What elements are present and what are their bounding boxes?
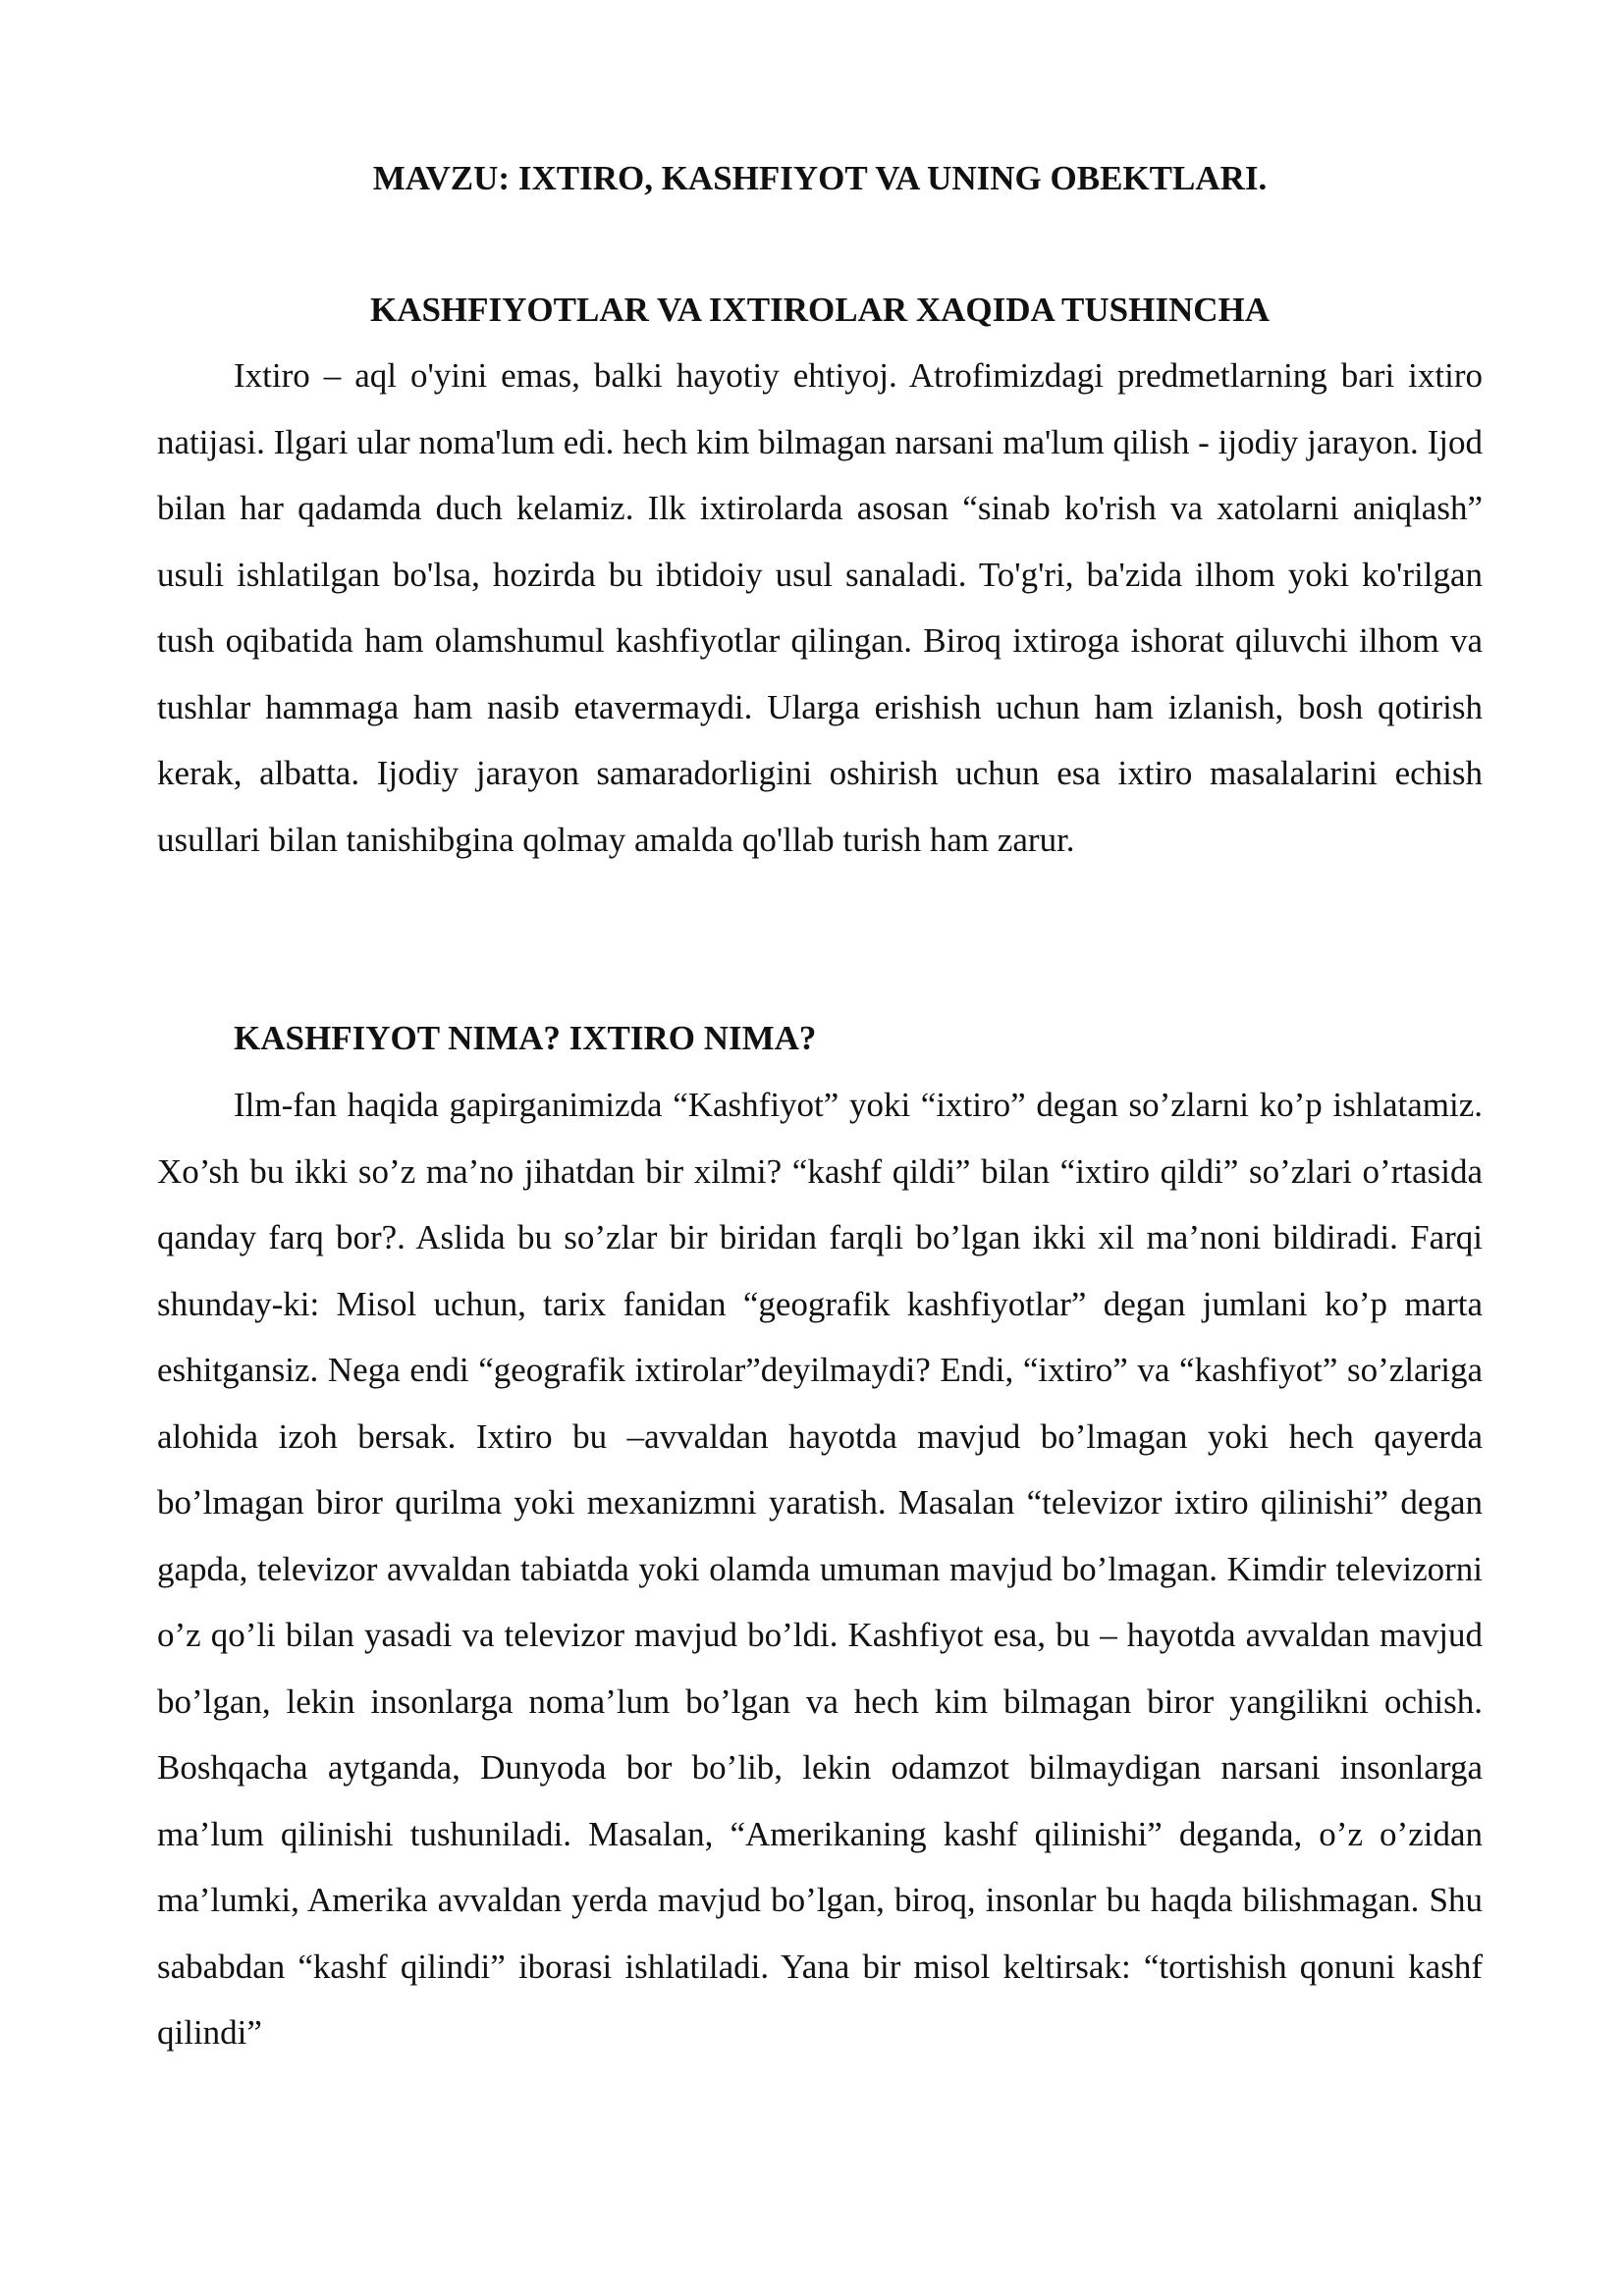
subtitle: KASHFIYOTLAR VA IXTIROLAR XAQIDA TUSHINCHA [369,291,1271,329]
section-heading: KASHFIYOT NIMA? IXTIRO NIMA? [234,1019,817,1057]
paragraph-definitions: Ilm-fan haqida gapirganimizda “Kashfiyot” yoki “ixtiro” degan so’zlarni ko’p ishlatamiz. Xo’sh bu ikki so’z ma’no jihatdan bir xilmi? “kashf qildi” bilan “ixtiro qildi” so’zlari o’rtasida qanday farq bor?. Aslida bu so’zlar bir biridan farqli bo’lgan ikki xil ma’noni bildiradi. Farqi shunday-ki: Misol uchun, tarix fanidan “geografik kashfiyotlar” degan jumlani ko’p marta eshitgansiz. Nega endi “geografik ixtirolar”deyilmaydi? Endi, “ixtiro” va “kashfiyot” so’zlariga alohida izoh bersak. Ixtiro bu –avvaldan hayotda mavjud bo’lmagan yoki hech qayerda bo’lmagan biror qurilma yoki mexanizmni yaratish. Masalan “televizor ixtiro qilinishi” degan gapda, televizor avvaldan tabiatda yoki olamda umuman mavjud bo’lmagan. Kimdir televizorni o’z qo’li bilan yasadi va televizor mavjud bo’ldi. Kashfiyot esa, bu – hayotda avvaldan mavjud bo’lgan, lekin insonlarga noma’lum bo’lgan va hech kim bilmagan biror yangilikni ochish. Boshqacha aytganda, Dunyoda bor bo’lib, lekin odamzot bilmaydigan narsani insonlarga ma’lum qilinishi tushuniladi. Masalan, “Amerikaning kashf qilinishi” deganda, o’z o’zidan ma’lumki, Amerika avvaldan yerda mavjud bo’lgan, biroq, insonlar bu haqda bilishmagan. Shu sababdan “kashf qilindi” iborasi ishlatiladi. Yana bir misol keltirsak: “tortishish qonuni kashf qilindi” [157,1086,1483,2052]
paragraph-intro: Ixtiro – aql o'yini emas, balki hayotiy ehtiyoj. Atrofimizdagi predmetlarning bari ixtiro natijasi. Ilgari ular noma'lum edi. hech kim bilmagan narsani ma'lum qilish - ijodiy jarayon. Ijod bilan har qadamda duch kelamiz. Ilk ixtirolarda asosan “sinab ko'rish va xatolarni aniqlash” usuli ishlatilgan bo'lsa, hozirda bu ibtidoiy usul sanaladi. To'g'ri, ba'zida ilhom yoki ko'rilgan tush oqibatida ham olamshumul kashfiyotlar qilingan. Biroq ixtiroga ishorat qiluvchi ilhom va tushlar hammaga ham nasib etavermaydi. Ularga erishish uchun ham izlanish, bosh qotirish kerak, albatta. Ijodiy jarayon samaradorligini oshirish uchun esa ixtiro masalalarini echish usullari bilan tanishibgina qolmay amalda qo'llab turish ham zarur. [157,356,1483,859]
main-title: MAVZU: IXTIRO, KASHFIYOT VA UNING OBEKTLARI. [372,159,1268,197]
